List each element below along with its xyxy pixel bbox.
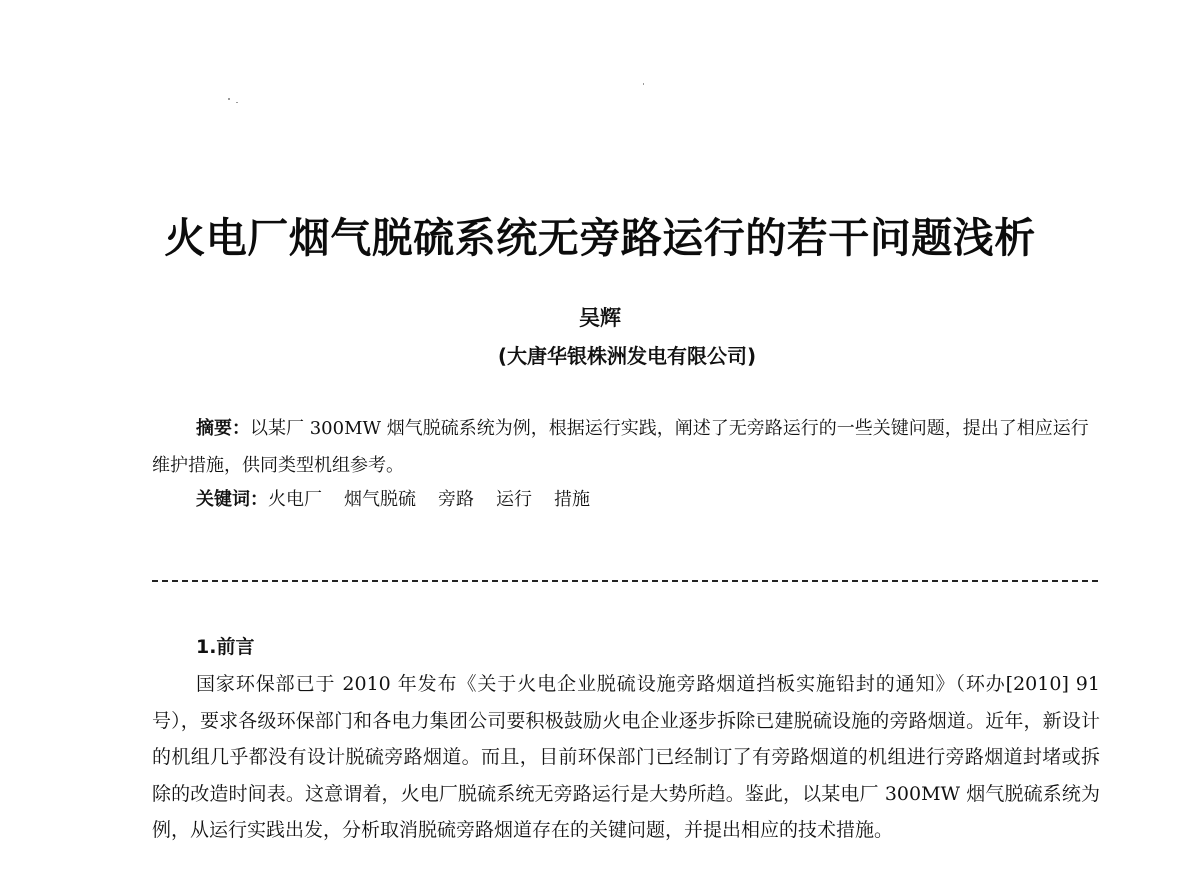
keywords-label: 关键词：	[196, 489, 268, 510]
keyword-item: 运行	[496, 489, 532, 510]
author-name: 吴辉	[579, 306, 621, 330]
scan-speck	[228, 98, 230, 100]
scan-speck	[643, 83, 644, 85]
abstract	[152, 410, 1100, 484]
abstract-text: 以某厂 300MW 烟气脱硫系统为例，根据运行实践，阐述了无旁路运行的一些关键问题，提出了相应运行维护措施，供同类型机组参考。	[152, 418, 1089, 476]
abstract-label: 摘要：	[196, 418, 250, 439]
keyword-item: 旁路	[438, 489, 474, 510]
keyword-item: 烟气脱硫	[344, 489, 416, 510]
section-heading: 1.前言	[196, 636, 255, 658]
section-divider	[152, 580, 1098, 582]
scan-speck	[236, 102, 238, 103]
keyword-item: 火电厂	[268, 489, 322, 510]
keywords	[196, 481, 612, 518]
body-paragraph: 国家环保部已于 2010 年发布《关于火电企业脱硫设施旁路烟道挡板实施铅封的通知》（环办[2010] 91 号），要求各级环保部门和各电力集团公司要积极鼓励火电企业逐步拆除已建脱硫设施的旁路烟道。近年，新设计的机组几乎都没有设计脱硫旁路烟道。而且，目前环保部门已经制订了有旁路烟道的机组进行旁路烟道封堵或拆除的改造时间表。这意谓着，火电厂脱硫系统无旁路运行是大势所趋。鉴此，以某电厂 300MW 烟气脱硫系统为例，从运行实践出发，分析取消脱硫旁路烟道存在的关键问题，并提出相应的技术措施。	[152, 673, 1100, 841]
author-affiliation: (大唐华银株洲发电有限公司)	[497, 344, 757, 368]
paper-title: 火电厂烟气脱硫系统无旁路运行的若干问题浅析	[164, 214, 1036, 262]
keyword-item: 措施	[554, 489, 590, 510]
